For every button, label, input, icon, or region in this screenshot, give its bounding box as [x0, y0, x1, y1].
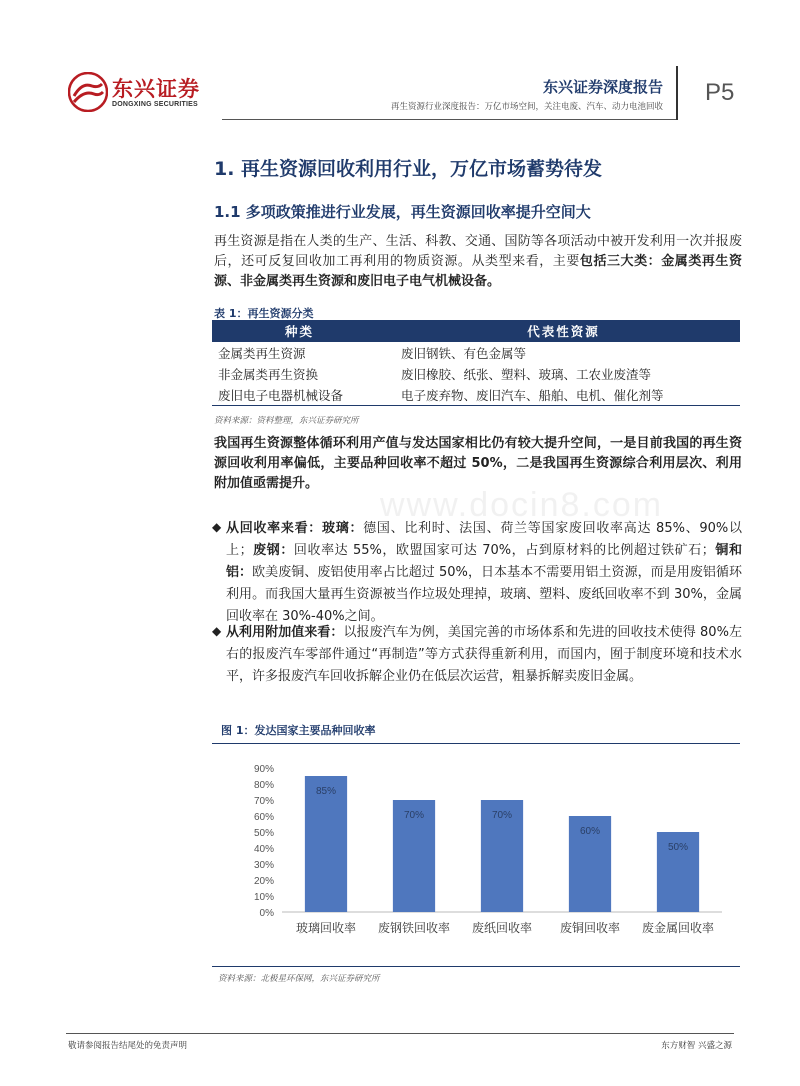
- table-header-cell: 种类: [212, 320, 387, 342]
- y-tick-label: 90%: [253, 764, 274, 775]
- intro-bold-text: 包括三大类：金属类再生资源、非金属类再生资源和废旧电子电气机械设备。: [214, 254, 742, 289]
- footer-divider: [66, 1033, 734, 1034]
- bullet-added-value: [226, 622, 742, 688]
- y-tick-label: 80%: [253, 780, 274, 791]
- table-header-row: [212, 320, 740, 342]
- table-row: [212, 384, 740, 406]
- bullet-bold-text: 从利用附加值来看：: [226, 625, 344, 640]
- x-tick-label: 废铜回收率: [559, 921, 621, 935]
- table-cell: 废旧电子电器机械设备: [212, 384, 387, 406]
- footer-slogan: 东方财智 兴盛之源: [661, 1041, 732, 1051]
- summary-bold-text: 我国再生资源整体循环利用产值与发达国家相比仍有较大提升空间，一是目前我国的再生资源回收利用率偏低，主要品种回收率不超过 50%，二是我国再生资源综合利用层次、利用附加值亟需提升。: [214, 436, 742, 491]
- table-source: 资料来源：资料整理，东兴证券研究所: [214, 416, 359, 426]
- logo-text-en: DONGXING SECURITIES: [112, 101, 198, 108]
- table-cell: 电子废弃物、废旧汽车、船舶、电机、催化剂等: [387, 384, 740, 406]
- x-tick-label: 玻璃回收率: [295, 921, 357, 935]
- bullet-bold-text: 废钢：: [252, 543, 294, 558]
- header-vertical-divider: [676, 66, 678, 120]
- bullet-diamond-icon: ◆: [212, 520, 222, 534]
- table-caption: 表 1：再生资源分类: [214, 307, 314, 320]
- data-label: 50%: [667, 842, 689, 853]
- bullet-bold-text: 铜和铝：: [226, 543, 742, 580]
- y-tick-label: 50%: [253, 828, 274, 839]
- header-divider: [222, 119, 677, 120]
- bullet-bold-text: 从回收率来看：玻璃：: [226, 521, 364, 536]
- table-cell: 金属类再生资源: [218, 345, 306, 361]
- table-row: [212, 342, 740, 363]
- recovery-rate-chart: [212, 744, 740, 964]
- report-brand: 东兴证券深度报告: [542, 78, 663, 96]
- resource-table: [212, 320, 740, 406]
- data-label: 70%: [491, 810, 513, 821]
- footer-disclaimer: 敬请参阅报告结尾处的免责声明: [68, 1041, 188, 1051]
- subsection-heading: 1.1 多项政策推进行业发展，再生资源回收率提升空间大: [214, 203, 591, 221]
- logo-text-cn: 东兴证券: [112, 77, 200, 101]
- y-tick-label: 60%: [253, 812, 274, 823]
- page-number: P5: [705, 79, 735, 106]
- y-tick-label: 70%: [253, 796, 274, 807]
- x-tick-label: 废钢铁回收率: [377, 921, 451, 935]
- bullet-text: 以报废汽车为例，美国完善的市场体系和先进的回收技术使得 80%左右的报废汽车零部件通过“再制造”等方式获得重新利用，而国内，囿于制度环境和技术水平，许多报废汽车回收拆解企业仍在低层次运营，粗暴拆解卖废旧金属。: [226, 625, 742, 684]
- y-tick-label: 10%: [253, 892, 274, 903]
- table-header-cell: 代表性资源: [387, 320, 740, 342]
- table-cell: 废旧钢铁、有色金属等: [401, 345, 527, 361]
- table-cell: 非金属类再生资换: [218, 366, 319, 382]
- y-tick-label: 0%: [259, 908, 274, 919]
- x-tick-label: 废金属回收率: [641, 921, 715, 935]
- bullet-text: 欧美废铜、废铝使用率占比超过 50%，日本基本不需要用铝土资源，而是用废铝循环利用。而我国大量再生资源被当作垃圾处理掉，玻璃、塑料、废纸回收率不到 30%，金属回收率在 30%-40%之间。: [226, 565, 742, 624]
- data-label: 70%: [403, 810, 425, 821]
- table-cell: 废旧橡胶、纸张、塑料、玻璃、工农业废渣等: [401, 366, 652, 382]
- data-label: 60%: [579, 826, 601, 837]
- intro-paragraph: [214, 232, 742, 292]
- bullet-diamond-icon: ◆: [212, 624, 222, 638]
- summary-paragraph: [214, 434, 742, 494]
- report-subtitle: 再生资源行业深度报告：万亿市场空间，关注电废、汽车、动力电池回收: [390, 102, 663, 112]
- company-logo-icon: [68, 72, 108, 112]
- figure-source: 资料来源：北极星环保网，东兴证券研究所: [218, 974, 380, 984]
- y-tick-label: 40%: [253, 844, 274, 855]
- bullet-text: 回收率达 55%，欧盟国家可达 70%，占到原材料的比例超过铁矿石；: [293, 543, 715, 558]
- bullet-text: 德国、比利时、法国、荷兰等国家废回收率高达 85%、90%以上；: [226, 521, 742, 558]
- watermark: www.docin8.com: [380, 486, 664, 524]
- bullet-recovery-rate: [226, 518, 742, 628]
- y-tick-label: 20%: [253, 876, 274, 887]
- figure-caption: 图 1：发达国家主要品种回收率: [221, 724, 376, 737]
- x-tick-label: 废纸回收率: [471, 921, 533, 935]
- data-label: 85%: [315, 786, 337, 797]
- table-row: [212, 363, 740, 384]
- intro-text: 再生资源是指在人类的生产、生活、科教、交通、国防等各项活动中被开发利用一次并报废后，还可反复回收加工再利用的物质资源。从类型来看，主要: [214, 234, 742, 269]
- y-tick-label: 30%: [253, 860, 274, 871]
- section-heading: 1. 再生资源回收利用行业，万亿市场蓄势待发: [214, 158, 603, 180]
